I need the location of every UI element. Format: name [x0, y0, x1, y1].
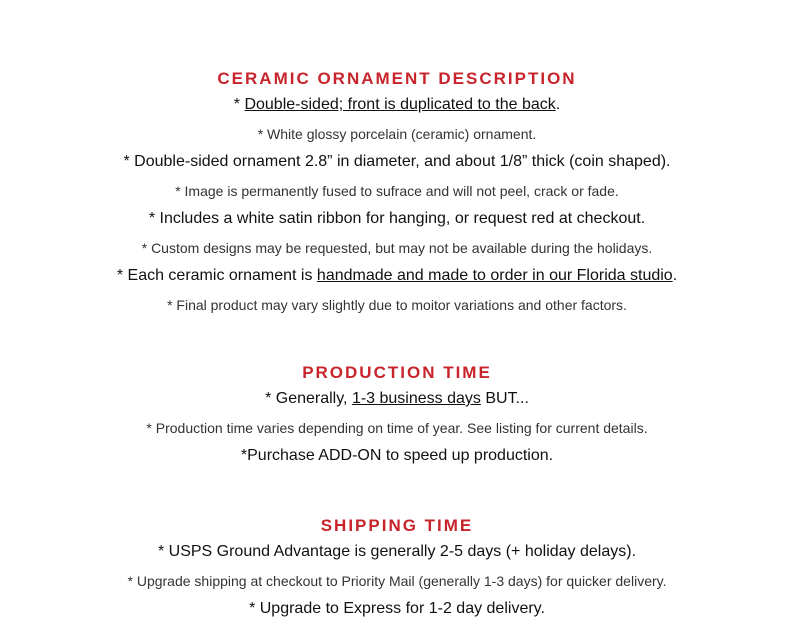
description-line: * Image is permanently fused to sufrace and will not peel, crack or fade. — [175, 182, 619, 199]
description-line: * Final product may vary slightly due to moitor variations and other factors. — [167, 296, 627, 313]
production-line — [0, 385, 794, 414]
shipping-line: * Upgrade to Express for 1-2 day delivery. — [249, 600, 545, 617]
description-line — [0, 91, 794, 120]
section-heading: CERAMIC ORNAMENT DESCRIPTION — [217, 69, 577, 88]
line-text: . — [555, 96, 561, 113]
line-text: * Generally, — [265, 390, 352, 407]
description-line — [0, 262, 794, 291]
line-text: BUT... — [480, 390, 529, 407]
shipping-time-section — [0, 514, 794, 624]
description-line: * Custom designs may be requested, but may not be available during the holidays. — [141, 239, 653, 256]
underlined-text: Double-sided; front is duplicated to the back — [244, 96, 556, 113]
section-heading: SHIPPING TIME — [320, 516, 474, 535]
line-text: * — [233, 96, 245, 113]
production-line: *Purchase ADD-ON to speed up production. — [240, 447, 554, 464]
production-line: * Production time varies depending on time of year. See listing for current details. — [146, 419, 648, 436]
description-line: * White glossy porcelain (ceramic) ornament. — [257, 125, 537, 142]
line-text: * Each ceramic ornament is — [116, 267, 317, 284]
description-line: * Includes a white satin ribbon for hanging, or request red at checkout. — [148, 210, 646, 227]
line-text: . — [672, 267, 678, 284]
shipping-line: * USPS Ground Advantage is generally 2-5 days (+ holiday delays). — [157, 543, 637, 560]
underlined-text: 1-3 business days — [351, 390, 481, 407]
ceramic-description-section — [0, 67, 794, 319]
production-time-section — [0, 361, 794, 471]
shipping-line: * Upgrade shipping at checkout to Priority Mail (generally 1-3 days) for quicker delivery. — [127, 572, 667, 589]
description-line: * Double-sided ornament 2.8” in diameter, and about 1/8” thick (coin shaped). — [123, 153, 671, 170]
section-heading: PRODUCTION TIME — [302, 363, 492, 382]
underlined-text: handmade and made to order in our Florida studio — [316, 267, 673, 284]
